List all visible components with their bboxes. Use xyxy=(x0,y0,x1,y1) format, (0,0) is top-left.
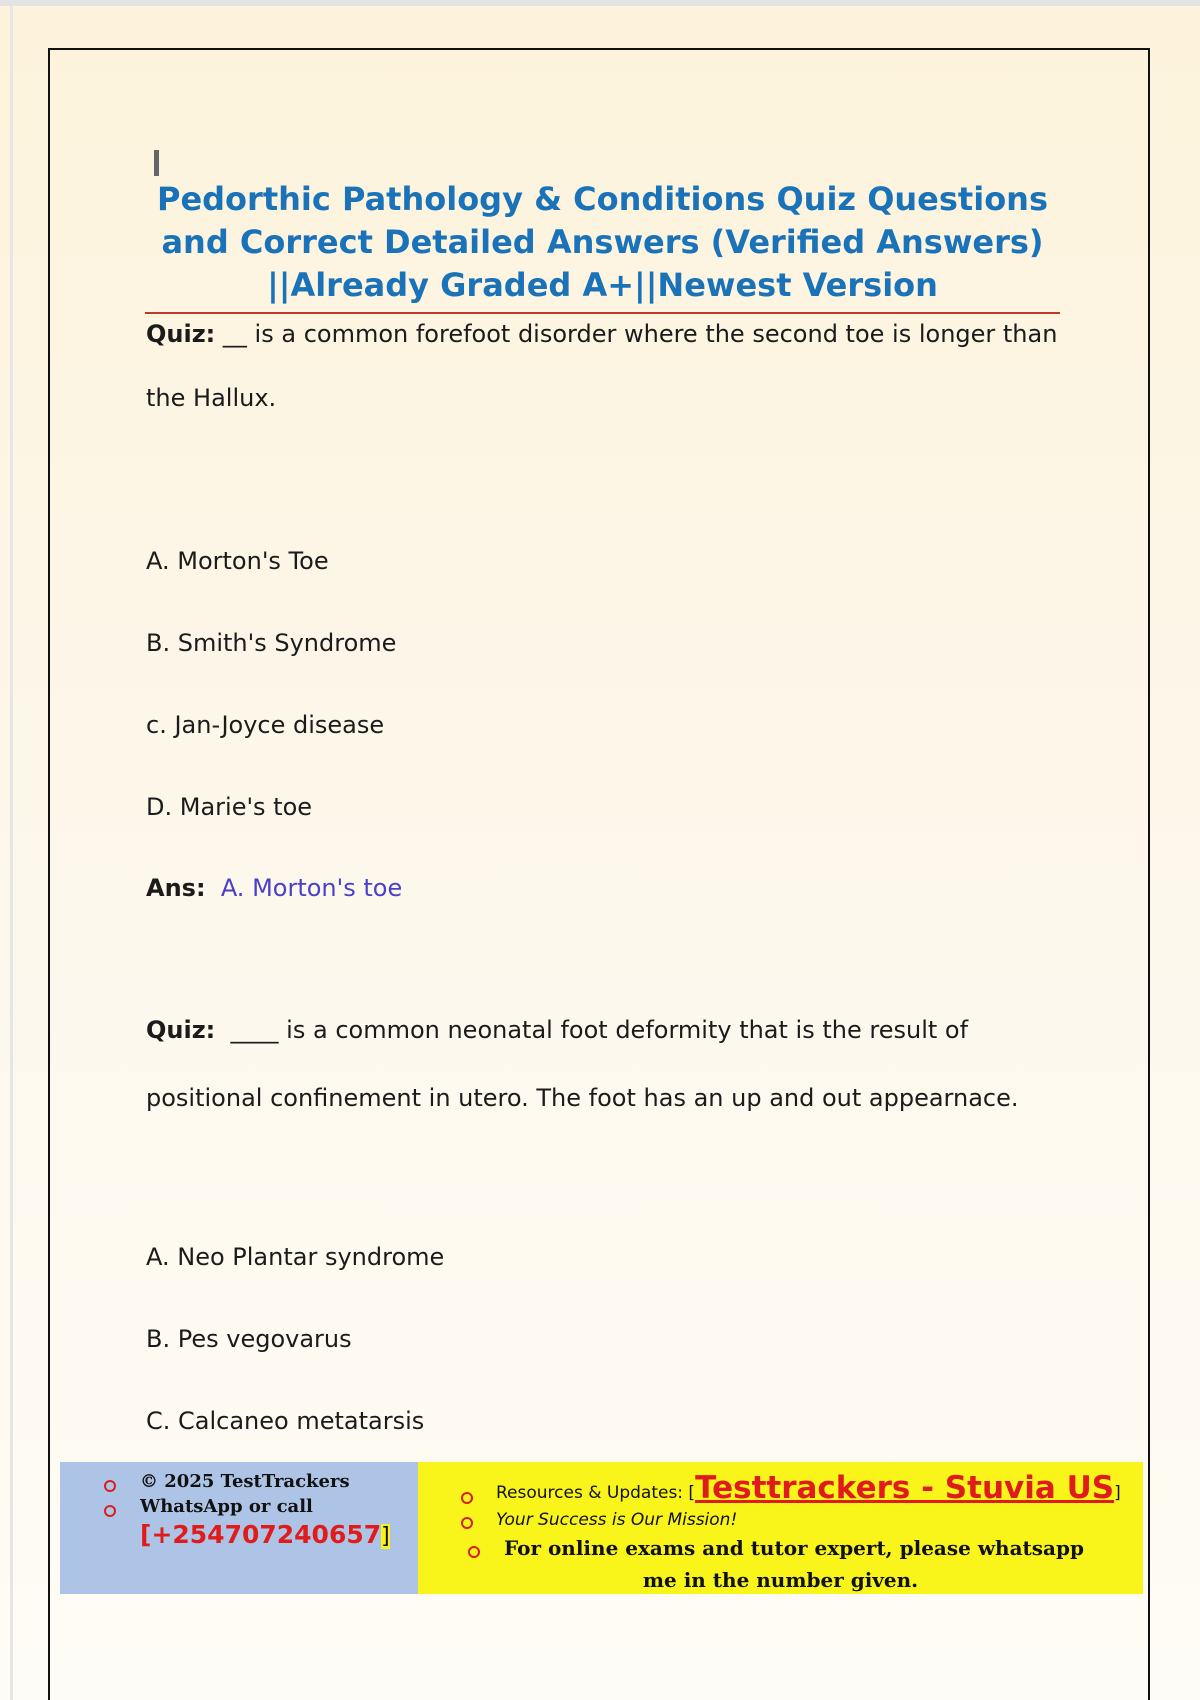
footer-offer-line-2: me in the number given. xyxy=(642,1568,919,1592)
question-2-option-b: B. Pes vegovarus xyxy=(146,1325,352,1353)
window-left-edge xyxy=(10,6,13,1700)
question-2-option-c: C. Calcaneo metatarsis xyxy=(146,1407,425,1435)
footer-whatsapp-label: WhatsApp or call xyxy=(140,1496,313,1517)
question-2-option-a: A. Neo Plantar syndrome xyxy=(146,1243,445,1271)
document-title: Pedorthic Pathology & Conditions Quiz Questions and Correct Detailed Answers (Verified Answers) ||Already Graded A+||Newest Version xyxy=(156,180,1048,304)
quiz-label: Quiz: xyxy=(146,320,216,348)
answer-label: Ans: xyxy=(146,874,206,902)
text-cursor xyxy=(154,150,159,176)
footer-contact-box xyxy=(60,1462,418,1594)
title-underline xyxy=(145,312,1060,314)
footer-resources-link[interactable]: Testtrackers - Stuvia US xyxy=(695,1470,1115,1506)
question-1-line-1 xyxy=(146,320,1057,348)
question-2-line-1 xyxy=(146,1016,968,1044)
question-1-option-c: c. Jan-Joyce disease xyxy=(146,711,385,739)
footer-copyright: © 2025 TestTrackers xyxy=(140,1471,350,1492)
answer-value: A. Morton's toe xyxy=(220,874,403,902)
document-page xyxy=(48,48,1150,1700)
bullet-icon xyxy=(461,1517,473,1529)
question-1-line-2: the Hallux. xyxy=(146,384,277,412)
quiz-label: Quiz: xyxy=(146,1016,216,1044)
footer-resources-label: Resources & Updates: [ xyxy=(496,1483,696,1503)
footer-mission: Your Success is Our Mission! xyxy=(496,1510,738,1530)
footer-phone[interactable]: +254707240657 xyxy=(151,1520,382,1549)
footer-resources-close: ] xyxy=(1114,1483,1121,1503)
question-1-answer xyxy=(146,874,402,902)
footer-resources-line xyxy=(496,1470,1121,1506)
question-1-option-d: D. Marie's toe xyxy=(146,793,313,821)
footer-resources-box xyxy=(418,1462,1143,1594)
question-2-line-2: positional confinement in utero. The foot has an up and out appearnace. xyxy=(146,1084,1019,1112)
bullet-icon xyxy=(104,1480,116,1492)
question-2-text: ____ is a common neonatal foot deformity that is the result of xyxy=(230,1016,969,1044)
question-1-option-a: A. Morton's Toe xyxy=(146,547,329,575)
footer-phone-line: [+254707240657] xyxy=(140,1520,390,1549)
question-1-text: __ is a common forefoot disorder where the second toe is longer than xyxy=(222,320,1058,348)
bullet-icon xyxy=(468,1546,480,1558)
window-top-edge xyxy=(0,0,1200,6)
question-1-option-b: B. Smith's Syndrome xyxy=(146,629,397,657)
bullet-icon xyxy=(104,1505,116,1517)
footer-offer-line-1: For online exams and tutor expert, please whatsapp xyxy=(504,1536,1084,1560)
bullet-icon xyxy=(461,1492,473,1504)
